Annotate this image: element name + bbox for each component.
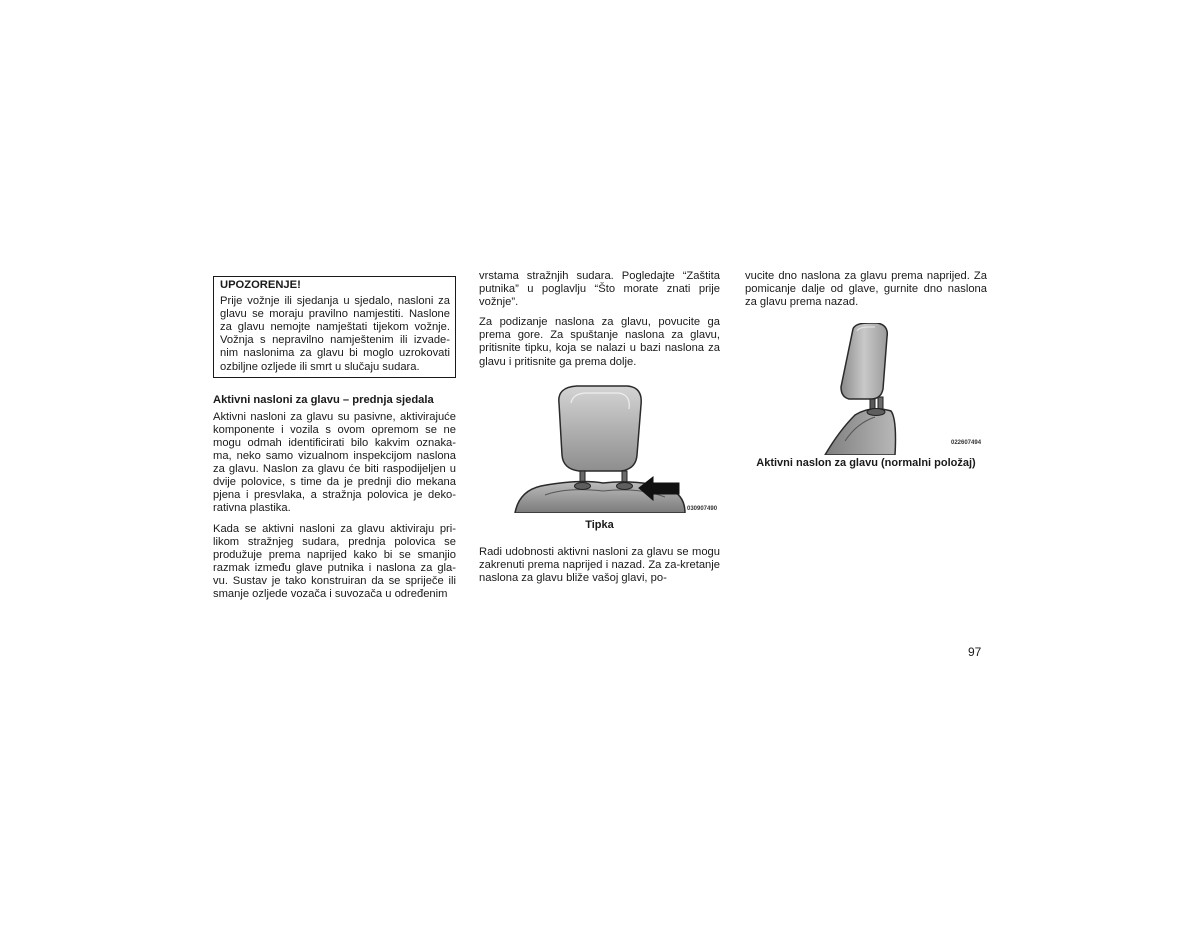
headrest-button-illustration bbox=[479, 383, 720, 513]
col2-paragraph-2: Za podizanje naslona za glavu, povucite ga prema gore. Za spuštanje naslona za glavu, pritisnite tipku, koja se nalazi u bazi naslona za glavu i pritisnite ga prema dolje. bbox=[479, 316, 720, 368]
right-column bbox=[745, 270, 987, 470]
warning-title: UPOZORENJE! bbox=[220, 279, 301, 291]
col2-paragraph-1: vrstama stražnjih sudara. Pogledajte “Zaštita putnika” u poglavlju “Što morate znati prije vožnje”. bbox=[479, 270, 720, 309]
section-paragraph-1: Aktivni nasloni za glavu su pasivne, aktivirajuće komponente i vozila s ovom opremom se ne mogu odmah identificirati bilo kakvim oznaka-ma, neko samo vizualnom inspekcijom naslona za glavu. Naslon za glavu će biti raspodijeljen u dvije polovice, s time da je prednji dio mekana pjena i presvlaka, a stražnja polovica je deko-rativna plastika. bbox=[213, 410, 456, 515]
col3-paragraph-1: vucite dno naslona za glavu prema naprijed. Za pomicanje dalje od glave, gurnite dno naslona za glavu prema nazad. bbox=[745, 270, 987, 309]
headrest-normal-figure bbox=[745, 323, 987, 455]
figure-code: 030907490 bbox=[687, 505, 718, 512]
middle-column bbox=[479, 270, 720, 592]
section-paragraph-2: Kada se aktivni nasloni za glavu aktiviraju pri-likom stražnjeg sudara, prednja polovica se produžuje prema naprijed kako bi se smanjio razmak između glave putnika i naslona za gla-vu. Sustav je tako konstruiran da se spriječe ili smanje ozljede vozača i suvozača u određenim bbox=[213, 522, 456, 600]
figure-code: 022607494 bbox=[951, 440, 982, 447]
figure-caption-normal: Aktivni naslon za glavu (normalni položaj) bbox=[756, 457, 976, 470]
headrest-side-illustration bbox=[745, 323, 987, 455]
col2-paragraph-3: Radi udobnosti aktivni nasloni za glavu se mogu zakrenuti prema naprijed i nazad. Za za-kretanje naslona za glavu bliže vašoj glavi, po- bbox=[479, 545, 720, 584]
page-number: 97 bbox=[968, 645, 982, 659]
figure-caption-tipka: Tipka bbox=[585, 518, 614, 531]
left-column bbox=[213, 276, 456, 608]
section-heading: Aktivni nasloni za glavu – prednja sjedala bbox=[213, 393, 434, 406]
warning-text: Prije vožnje ili sjedanja u sjedalo, nasloni za glavu se moraju pravilno namjestiti. Naslone za glavu nemojte namještati tijekom vožnje. Vožnja s nepravilno namještenim ili izvade-nim naslonima za glavu bi moglo uzrokovati ozbiljne ozljede ili smrt u slučaju sudara. bbox=[220, 295, 450, 373]
headrest-button-figure bbox=[479, 383, 720, 513]
warning-box bbox=[213, 276, 456, 378]
